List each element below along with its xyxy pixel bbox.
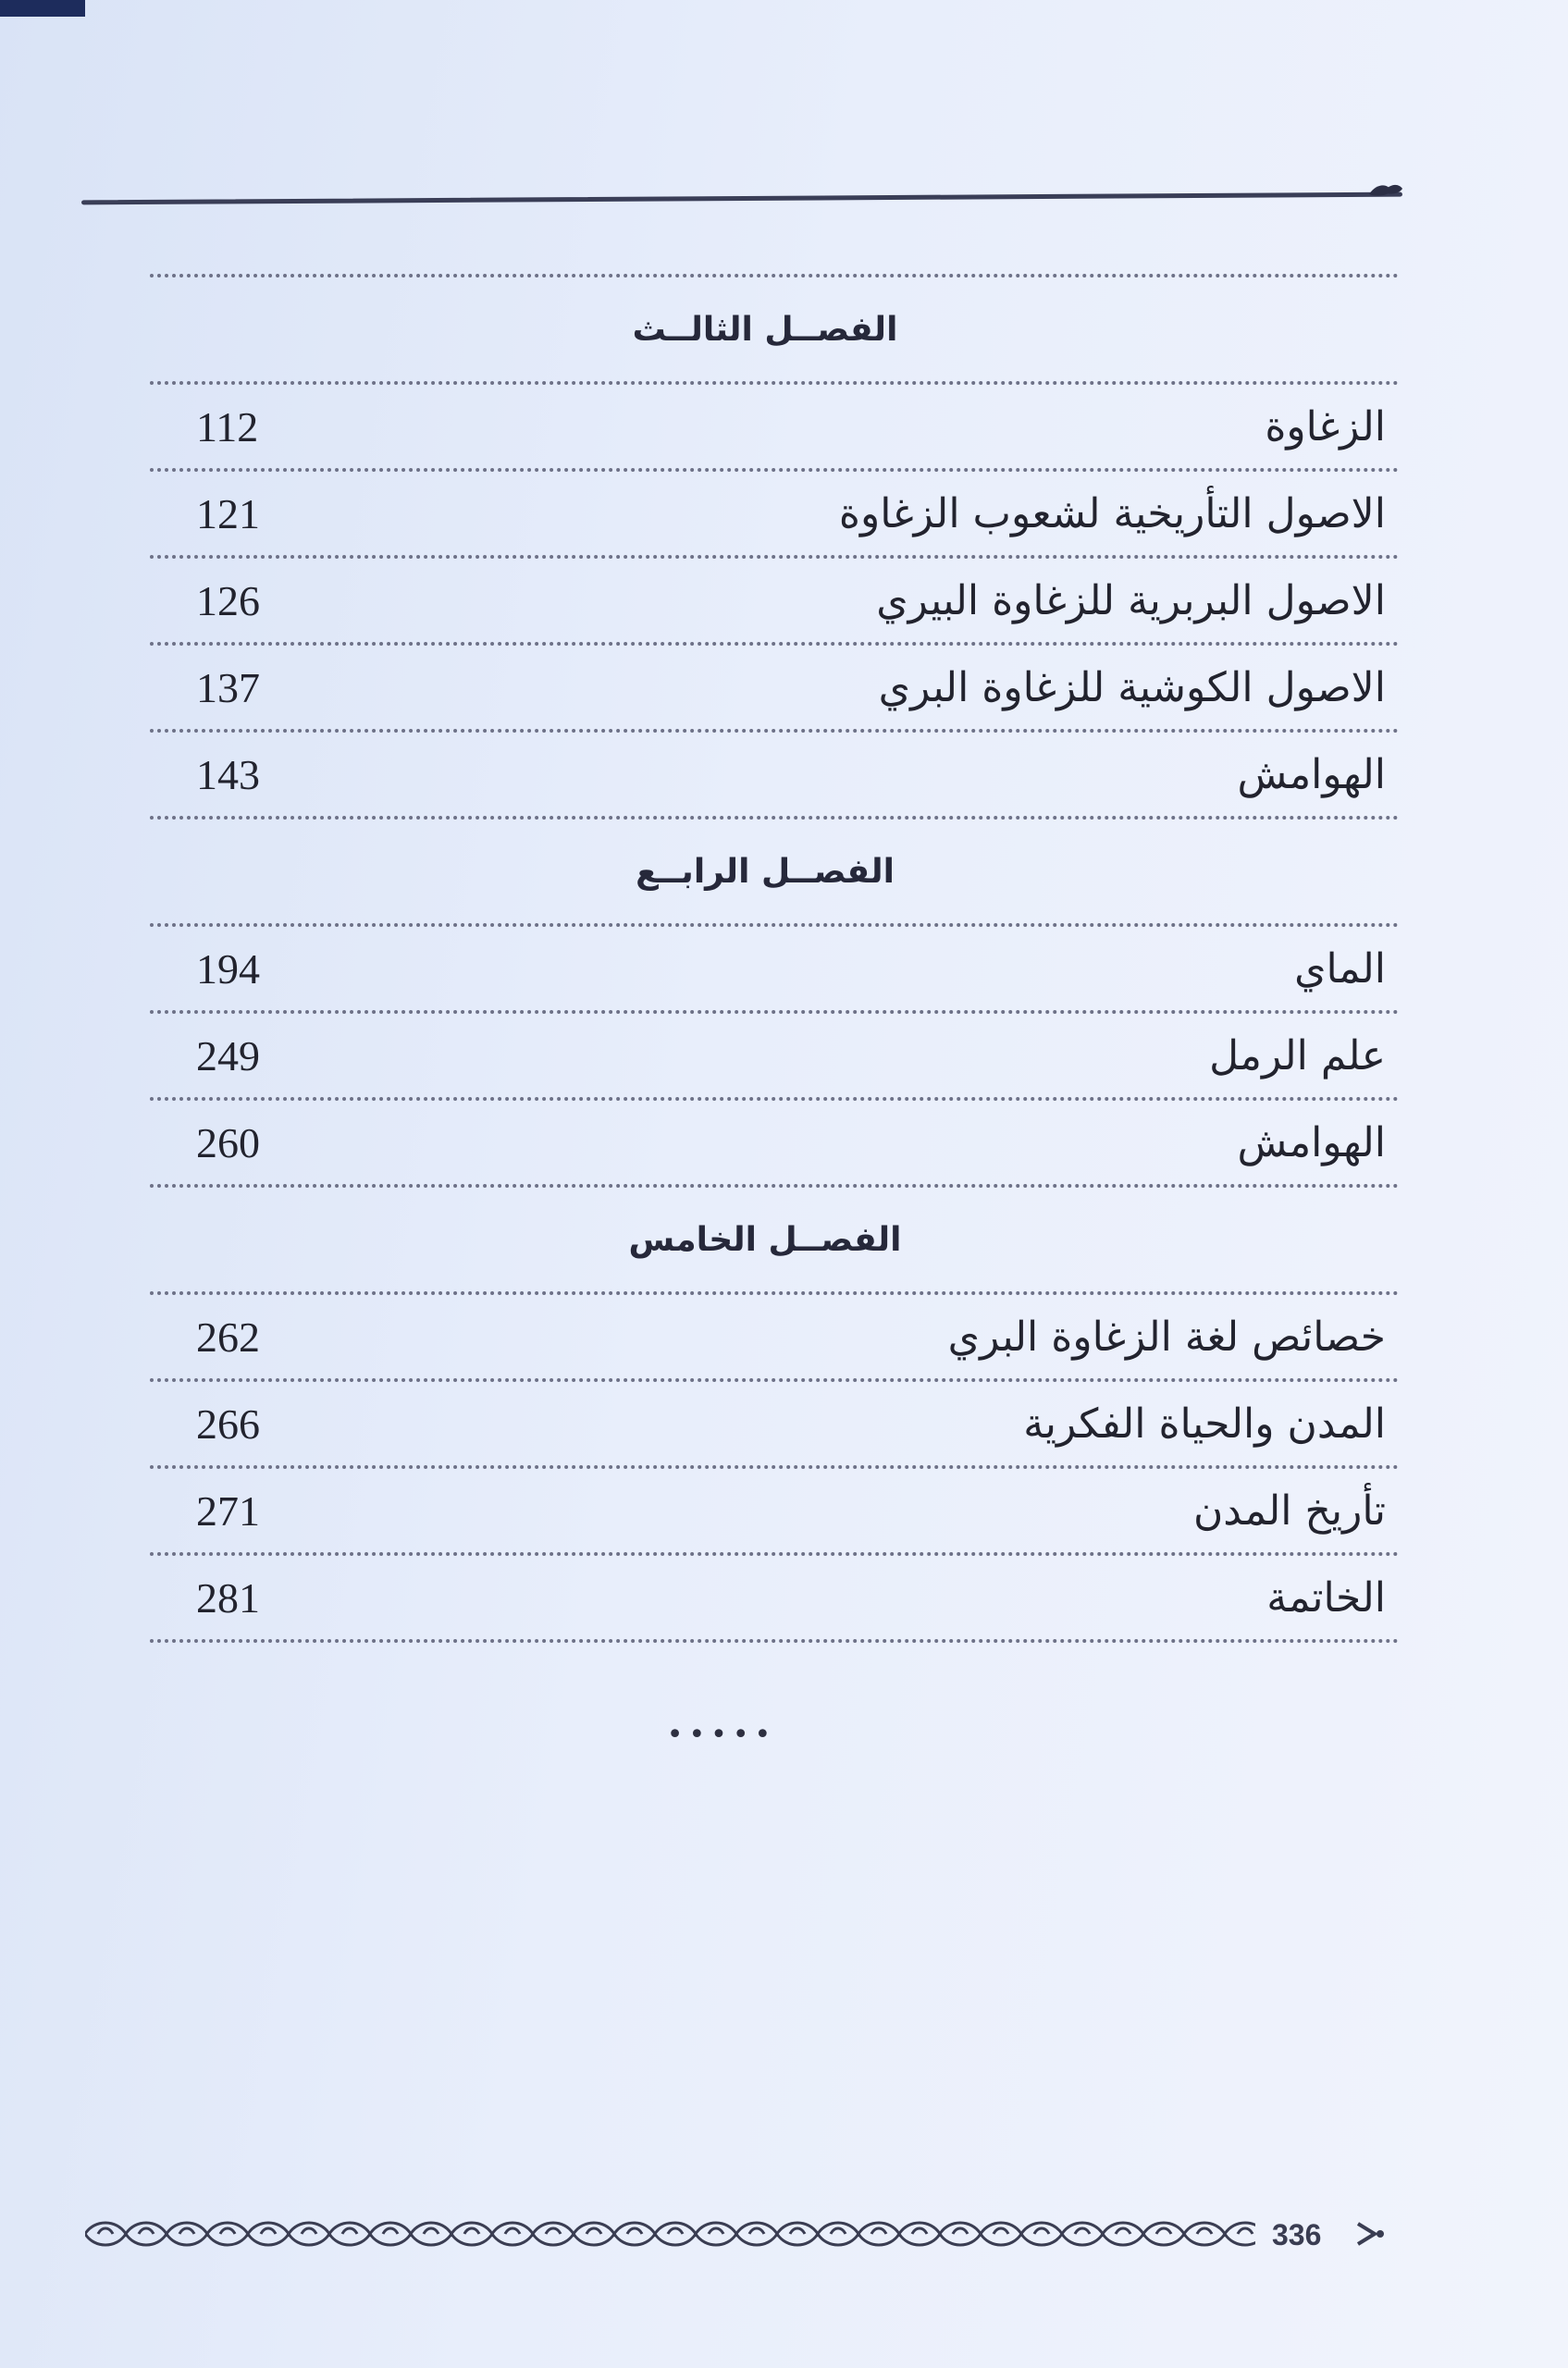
entry-page: 112 bbox=[196, 402, 259, 450]
entry-title: المدن والحياة الفكرية bbox=[1023, 1400, 1386, 1448]
entry-title: الهوامش bbox=[1237, 1118, 1386, 1166]
header-rule bbox=[81, 192, 1402, 205]
entry-title: الهوامش bbox=[1237, 750, 1386, 798]
chapter-heading: الفصــل الخامس bbox=[628, 1220, 902, 1259]
entry-page: 137 bbox=[196, 663, 260, 711]
toc-entry[interactable] bbox=[150, 733, 1399, 816]
entry-page: 121 bbox=[196, 489, 260, 537]
page-number: 336 bbox=[1272, 2218, 1322, 2251]
chapter-section bbox=[150, 1188, 1399, 1643]
entry-page: 194 bbox=[196, 944, 260, 993]
entry-title: الاصول البربرية للزغاوة البيري bbox=[876, 576, 1386, 624]
entry-page: 143 bbox=[196, 750, 260, 798]
toc-entry[interactable] bbox=[150, 1556, 1399, 1639]
toc-entry[interactable] bbox=[150, 472, 1399, 555]
table-of-contents bbox=[150, 274, 1399, 1643]
toc-entry[interactable] bbox=[150, 1469, 1399, 1552]
entry-page: 260 bbox=[196, 1118, 260, 1166]
entry-title: خصائص لغة الزغاوة البري bbox=[947, 1313, 1386, 1361]
entry-page: 271 bbox=[196, 1486, 260, 1535]
entry-page: 262 bbox=[196, 1313, 260, 1361]
entry-title: علم الرمل bbox=[1209, 1031, 1386, 1079]
toc-entry[interactable] bbox=[150, 1014, 1399, 1097]
toc-entry[interactable] bbox=[150, 559, 1399, 642]
entry-title: الاصول التأريخية لشعوب الزغاوة bbox=[838, 489, 1386, 537]
toc-entry[interactable] bbox=[150, 1382, 1399, 1465]
entry-title: الاصول الكوشية للزغاوة البري bbox=[878, 663, 1386, 711]
end-dots: ••••• bbox=[666, 1719, 777, 1751]
footer-border-ornament bbox=[85, 2215, 1255, 2252]
dotted-separator bbox=[150, 1639, 1399, 1643]
chapter-section bbox=[150, 820, 1399, 1188]
toc-entry[interactable] bbox=[150, 646, 1399, 729]
entry-title: الماي bbox=[1294, 944, 1386, 993]
toc-entry[interactable] bbox=[150, 927, 1399, 1010]
entry-page: 266 bbox=[196, 1400, 260, 1448]
toc-entry[interactable] bbox=[150, 385, 1399, 468]
chapter-heading: الفصــل الثالــث bbox=[632, 310, 898, 349]
corner-mark bbox=[0, 0, 85, 17]
toc-entry[interactable] bbox=[150, 1101, 1399, 1184]
arrow-ornament-icon bbox=[1352, 2220, 1389, 2248]
entry-title: الزغاوة bbox=[1265, 402, 1386, 450]
entry-title: الخاتمة bbox=[1266, 1573, 1386, 1622]
entry-page: 126 bbox=[196, 576, 260, 624]
leaf-ornament-icon bbox=[1367, 181, 1404, 198]
toc-entry[interactable] bbox=[150, 1295, 1399, 1378]
chapter-heading: الفصــل الرابــع bbox=[636, 852, 895, 891]
entry-title: تأريخ المدن bbox=[1192, 1486, 1386, 1535]
entry-page: 249 bbox=[196, 1031, 260, 1079]
chapter-section bbox=[150, 278, 1399, 820]
entry-page: 281 bbox=[196, 1573, 260, 1622]
